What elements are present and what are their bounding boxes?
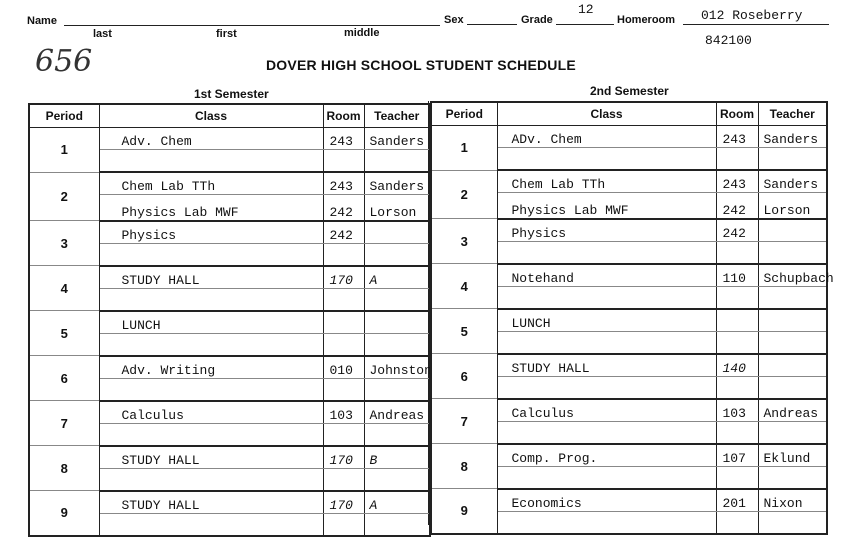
period-cell: 9 bbox=[431, 489, 497, 534]
class-cell: Calculus bbox=[99, 401, 323, 424]
period-header: Period bbox=[29, 104, 99, 128]
class-cell-line2 bbox=[497, 376, 716, 399]
teacher-cell-line2 bbox=[364, 150, 430, 173]
teacher-cell: A bbox=[364, 491, 430, 514]
student-number: 842100 bbox=[705, 33, 752, 48]
room-cell: 107 bbox=[716, 444, 758, 467]
room-cell: 140 bbox=[716, 354, 758, 377]
period-cell: 2 bbox=[431, 170, 497, 219]
teacher-cell: Andreas bbox=[758, 399, 827, 422]
teacher-cell-line2 bbox=[758, 331, 827, 354]
room-cell-line2 bbox=[716, 148, 758, 171]
class-cell: LUNCH bbox=[99, 311, 323, 334]
room-cell: 243 bbox=[323, 128, 364, 150]
room-cell-line2: 242 bbox=[716, 193, 758, 219]
period-cell: 1 bbox=[431, 126, 497, 171]
schedule-row bbox=[29, 356, 430, 379]
class-cell-line2 bbox=[497, 331, 716, 354]
room-cell bbox=[323, 311, 364, 334]
room-cell-line2 bbox=[323, 333, 364, 356]
schedule-row bbox=[431, 264, 827, 287]
room-cell-line2 bbox=[323, 243, 364, 266]
homeroom-label: Homeroom bbox=[617, 14, 676, 26]
room-cell-line2 bbox=[716, 511, 758, 534]
room-cell: 243 bbox=[323, 172, 364, 195]
grade-value: 12 bbox=[578, 2, 594, 17]
teacher-cell: Sanders bbox=[758, 170, 827, 193]
teacher-header: Teacher bbox=[758, 102, 827, 126]
room-cell-line2 bbox=[716, 376, 758, 399]
teacher-cell-line2 bbox=[758, 286, 827, 309]
teacher-cell bbox=[758, 219, 827, 242]
last-name-label: last bbox=[93, 28, 112, 40]
class-cell-line2 bbox=[99, 243, 323, 266]
room-cell-line2: 242 bbox=[323, 195, 364, 221]
room-cell: 170 bbox=[323, 446, 364, 469]
period-cell: 5 bbox=[431, 309, 497, 354]
period-cell: 8 bbox=[29, 446, 99, 491]
class-cell: Comp. Prog. bbox=[497, 444, 716, 467]
teacher-header: Teacher bbox=[364, 104, 430, 128]
schedule-row bbox=[431, 444, 827, 467]
teacher-cell-line2 bbox=[364, 468, 430, 491]
teacher-cell-line2 bbox=[758, 511, 827, 534]
room-cell-line2 bbox=[716, 286, 758, 309]
period-cell: 6 bbox=[29, 356, 99, 401]
class-cell: Chem Lab TTh bbox=[497, 170, 716, 193]
class-cell: Physics bbox=[497, 219, 716, 242]
room-cell-line2 bbox=[716, 241, 758, 264]
class-cell: Chem Lab TTh bbox=[99, 172, 323, 195]
class-cell-line2 bbox=[99, 150, 323, 173]
period-cell: 5 bbox=[29, 311, 99, 356]
teacher-cell-line2 bbox=[364, 243, 430, 266]
semester2-table bbox=[430, 101, 834, 535]
class-cell-line2 bbox=[99, 468, 323, 491]
period-cell: 2 bbox=[29, 172, 99, 221]
teacher-cell-line2: Lorson bbox=[364, 195, 430, 221]
teacher-cell bbox=[364, 311, 430, 334]
teacher-cell-line2 bbox=[364, 378, 430, 401]
class-cell: Adv. Writing bbox=[99, 356, 323, 379]
name-line[interactable] bbox=[64, 25, 440, 26]
schedule-row bbox=[431, 489, 827, 512]
teacher-cell: B bbox=[364, 446, 430, 469]
teacher-cell: Sanders bbox=[364, 172, 430, 195]
teacher-cell bbox=[758, 309, 827, 332]
period-cell: 7 bbox=[431, 399, 497, 444]
teacher-cell-line2 bbox=[364, 333, 430, 356]
schedule-row bbox=[431, 354, 827, 377]
teacher-cell bbox=[758, 354, 827, 377]
teacher-cell-line2 bbox=[758, 241, 827, 264]
teacher-cell: Sanders bbox=[758, 126, 827, 148]
teacher-cell bbox=[364, 221, 430, 244]
room-cell: 170 bbox=[323, 266, 364, 289]
first-name-label: first bbox=[216, 28, 237, 40]
period-cell: 7 bbox=[29, 401, 99, 446]
teacher-cell: Schupbach bbox=[758, 264, 827, 287]
period-cell: 3 bbox=[29, 221, 99, 266]
grade-line[interactable] bbox=[556, 24, 614, 25]
class-cell-line2 bbox=[99, 333, 323, 356]
room-cell: 242 bbox=[323, 221, 364, 244]
teacher-cell: Sanders bbox=[364, 128, 430, 150]
schedule-row bbox=[29, 128, 430, 150]
schedule-row bbox=[431, 170, 827, 193]
room-cell: 103 bbox=[716, 399, 758, 422]
teacher-cell-line2 bbox=[758, 421, 827, 444]
schedule-row bbox=[431, 219, 827, 242]
homeroom-value: 012 Roseberry bbox=[701, 8, 803, 23]
semester2-title: 2nd Semester bbox=[590, 84, 669, 98]
class-cell: Calculus bbox=[497, 399, 716, 422]
class-cell-line2: Physics Lab MWF bbox=[99, 195, 323, 221]
room-cell: 242 bbox=[716, 219, 758, 242]
class-cell: ADv. Chem bbox=[497, 126, 716, 148]
teacher-cell: Nixon bbox=[758, 489, 827, 512]
schedule-row bbox=[29, 266, 430, 289]
room-cell-line2 bbox=[323, 150, 364, 173]
room-cell-line2 bbox=[716, 331, 758, 354]
homeroom-line[interactable] bbox=[683, 24, 829, 25]
schedule-row bbox=[29, 491, 430, 514]
teacher-cell-line2 bbox=[364, 513, 430, 536]
room-cell: 103 bbox=[323, 401, 364, 424]
teacher-cell: Johnston bbox=[364, 356, 430, 379]
class-cell-line2 bbox=[99, 288, 323, 311]
period-cell: 1 bbox=[29, 128, 99, 173]
class-cell-line2 bbox=[99, 378, 323, 401]
teacher-cell-line2 bbox=[364, 288, 430, 311]
class-header: Class bbox=[497, 102, 716, 126]
room-cell bbox=[716, 309, 758, 332]
teacher-cell-line2 bbox=[758, 466, 827, 489]
schedule-row bbox=[431, 399, 827, 422]
teacher-cell: Eklund bbox=[758, 444, 827, 467]
class-cell-line2 bbox=[497, 148, 716, 171]
class-cell-line2 bbox=[497, 286, 716, 309]
semester2-rows bbox=[431, 126, 834, 534]
room-cell-line2 bbox=[323, 378, 364, 401]
class-cell: STUDY HALL bbox=[99, 266, 323, 289]
room-cell: 170 bbox=[323, 491, 364, 514]
class-cell-line2 bbox=[497, 241, 716, 264]
semester1-table bbox=[28, 103, 431, 537]
room-cell-line2 bbox=[323, 423, 364, 446]
room-header: Room bbox=[716, 102, 758, 126]
period-cell: 8 bbox=[431, 444, 497, 489]
schedule-row bbox=[29, 446, 430, 469]
semester1-rows bbox=[29, 128, 430, 536]
schedule-row bbox=[29, 401, 430, 424]
class-cell-line2 bbox=[99, 423, 323, 446]
schedule-row bbox=[29, 221, 430, 244]
class-cell: Economics bbox=[497, 489, 716, 512]
room-cell-line2 bbox=[323, 288, 364, 311]
room-cell: 243 bbox=[716, 170, 758, 193]
sex-label: Sex bbox=[444, 14, 464, 26]
middle-name-label: middle bbox=[344, 27, 380, 39]
room-cell-line2 bbox=[323, 513, 364, 536]
class-cell-line2: Physics Lab MWF bbox=[497, 193, 716, 219]
semester1-title: 1st Semester bbox=[194, 87, 269, 101]
teacher-cell-line2 bbox=[758, 148, 827, 171]
period-cell: 3 bbox=[431, 219, 497, 264]
class-cell: STUDY HALL bbox=[99, 446, 323, 469]
schedule-row bbox=[29, 172, 430, 195]
class-header: Class bbox=[99, 104, 323, 128]
teacher-cell-line2: Lorson bbox=[758, 193, 827, 219]
schedule-row bbox=[431, 309, 827, 332]
handwritten-number: 656 bbox=[35, 44, 93, 79]
period-cell: 4 bbox=[431, 264, 497, 309]
page-title: DOVER HIGH SCHOOL STUDENT SCHEDULE bbox=[266, 57, 576, 73]
class-cell: Physics bbox=[99, 221, 323, 244]
grade-label: Grade bbox=[521, 14, 553, 26]
room-header: Room bbox=[323, 104, 364, 128]
room-cell-line2 bbox=[323, 468, 364, 491]
period-cell: 6 bbox=[431, 354, 497, 399]
sex-line[interactable] bbox=[467, 24, 517, 25]
room-cell: 110 bbox=[716, 264, 758, 287]
class-cell: STUDY HALL bbox=[99, 491, 323, 514]
class-cell: STUDY HALL bbox=[497, 354, 716, 377]
class-cell-line2 bbox=[497, 466, 716, 489]
teacher-cell: Andreas bbox=[364, 401, 430, 424]
semester2-header-row bbox=[431, 102, 827, 126]
teacher-cell-line2 bbox=[758, 376, 827, 399]
schedule-row bbox=[29, 311, 430, 334]
period-cell: 9 bbox=[29, 491, 99, 536]
room-cell-line2 bbox=[716, 466, 758, 489]
room-cell-line2 bbox=[716, 421, 758, 444]
name-label: Name bbox=[27, 15, 57, 27]
class-cell-line2 bbox=[497, 421, 716, 444]
class-cell: Notehand bbox=[497, 264, 716, 287]
period-cell: 4 bbox=[29, 266, 99, 311]
room-cell: 243 bbox=[716, 126, 758, 148]
class-cell: LUNCH bbox=[497, 309, 716, 332]
teacher-cell: A bbox=[364, 266, 430, 289]
class-cell-line2 bbox=[497, 511, 716, 534]
teacher-cell-line2 bbox=[364, 423, 430, 446]
schedule-row bbox=[431, 126, 827, 148]
room-cell: 010 bbox=[323, 356, 364, 379]
class-cell-line2 bbox=[99, 513, 323, 536]
period-header: Period bbox=[431, 102, 497, 126]
room-cell: 201 bbox=[716, 489, 758, 512]
semester1-header-row bbox=[29, 104, 430, 128]
class-cell: Adv. Chem bbox=[99, 128, 323, 150]
